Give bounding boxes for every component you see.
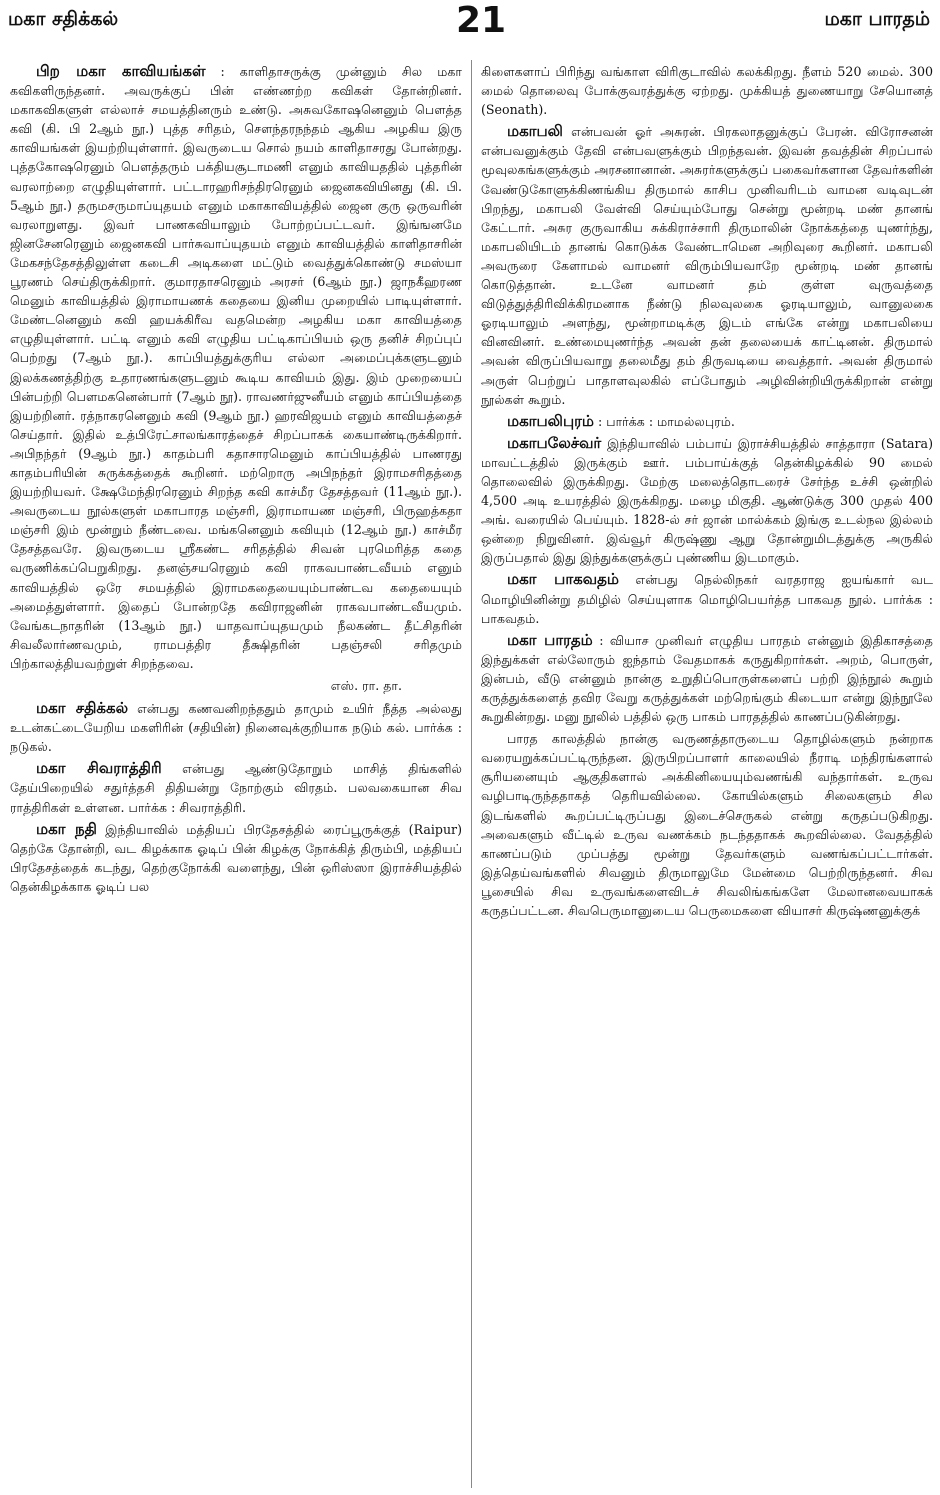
encyclopedia-entry xyxy=(481,570,933,627)
entry-text: : பார்க்க : மாமல்லபுரம். xyxy=(597,413,735,429)
entry-text: என்பது நெல்லிநகர் வரதராஜ ஐயங்கார் வட மொழியினின்று தமிழில் செய்யுளாக மொழிபெயர்த்த பாகவத நூல். பார்க்க : பாகவதம். xyxy=(481,572,933,626)
entry-text: இந்தியாவில் மத்தியப் பிரதேசத்தில் ரைப்பூருக்குத் (Raipur) தெற்கே தோன்றி, வட கிழக்காக ஓடிப் பின் கிழக்கு நோக்கித் திரும்பி, மத்தியப் பிரதேசத்தைக் கடந்து, தெற்குநோக்கி வளைந்து, பின் ஒரிஸ்ஸா இராச்சியத்தில் தென்கிழக்காக ஓடிப் பல xyxy=(10,821,462,894)
running-head-right: மகா பாரதம் xyxy=(824,8,930,30)
encyclopedia-entry xyxy=(481,729,933,920)
entry-headword: மகாபலேச்வர் xyxy=(507,433,602,452)
column-divider xyxy=(471,60,472,1488)
entry-headword: மகா சிவராத்திரி xyxy=(36,759,162,778)
entry-text: : காளிதாசருக்கு முன்னும் சில மகா கவிகளிருந்தனர். அவருக்குப் பின் எண்ணற்ற கவிகள் தோன்றினர். மகாகவிகளுள் எல்லாச் சமயத்தினரும் உண்டு. அசுவகோஷனெனும் பௌத்த கவி (கி. பி 2ஆம் நூ.) புத்த சரிதம், சௌந்தரநந்தம் ஆகிய அழகிய இரு காவியங்கள் இயற்றியுள்ளார். இவருடைய சொல் நயம் காளிதாசரது போன்றது. புத்தகோஷரெனும் பௌத்தரும் பக்தியசூடாமணி எனும் காவியததில் புத்தரின் வரலாற்றை எழுதியுள்ளார். பட்டாரஹரிசந்திரரெனும் ஜைனகவியினது (கி. பி. 5ஆம் நூ.) தருமசருமாப்யுதயம் எனும் மகாகாவியத்தில் ஜைன குரு ஒருவரின் வரலாறுளது. இவர் பாணகவியாலும் போற்றப்பட்டவர். இங்ஙனமே ஜினசேனரெனும் ஜைனகவி பார்சுவாப்யுதயம் எனும் காவியத்தில் காளிதாசரின் மேகசந்தேசத்திலுள்ள கடைசி அடிகளை மட்டும் வைத்துக்கொண்டு சமஸ்யா பூரணம் செய்திருக்கிறார். குமாரதாசரெனும் அரசர் (6ஆம் நூ.) ஜாநகீஹரண மெனும் காவியத்தில் இராமாயணக் கதையை இனிய முறையில் பாடியுள்ளார். மேண்டனெனும் கவி ஹயக்கிரீவ வதமென்ற அழகிய மகா காவியத்தை எழுதியுள்ளார். பட்டி எனும் கவி எழுதிய பட்டிகாப்பியம் ஒரு தனிச் சிறப்புப் பெற்றது (7ஆம் நூ.). காப்பியத்துக்குரிய எல்லா அமைப்புக்களுடனும் இலக்கணத்திற்கு உதாரணங்களுடனும் கூடிய காவியம் இது. இம் முறையைப் பின்பற்றி பௌமகனென்பார் (7ஆம் நூ). ராவணர்ஜுனீயம் எனும் காப்பியத்தை இயற்றினர். ரத்நாகரனெனும் கவி (9ஆம் நூ.) ஹரவிஜயம் எனும் காவியத்தைச் செய்தார். இதில் உத்பிரேட்சாலங்காரத்தைச் சிறப்பாகக் கையாண்டிருக்கிறார். அபிநந்தர் (9ஆம் நூ.) காதம்பரி கதாசாரமெனும் காப்பியத்தில் பாணரது காதம்பரியின் சுருக்கத்தைக் கூறினர். மற்றொரு அபிநந்தர் இராமசரிதத்தை இயற்றியவர். க்ஷேமேந்திரரெனும் சிறந்த கவி காச்மீர தேசத்தவர் (11ஆம் நூ.). அவருடைய நூல்களுள் மகாபாரத மஞ்சரி, இராமாயண மஞ்சரி, பிருஹத்கதா மஞ்சரி இம் மூன்றும் நீண்டவை. மங்கனெனும் கவியும் (12ஆம் நூ.) காச்மீர தேசத்தவரே. இவருடைய ஸ்ரீகண்ட சரிதத்தில் சிவன் புரமெரித்த கதை வருணிக்கப்பெறுகிறது. தனஞ்சயரெனும் கவி ராகவபாண்டவீயம் எனும் காவியத்தில் ஒரே சமயத்தில் இராமகதையையும்பாண்டவ கதையையும் அமைத்துள்ளார். இதைப் போன்றதே கவிராஜனின் ராகவபாண்டவீயமும். வேங்கடநாதரின் (13ஆம் நூ.) யாதவாப்யுதயமும் நீலகண்ட தீட்சிதரின் சிவலீலார்ணவமும், ராமபத்திர தீக்ஷிதரின் பதஞ்சலி சரிதமும் பிற்காலத்தியவற்றுள் சிறந்தவை. xyxy=(10,64,462,671)
entry-text: என்பது கணவனிறந்ததும் தாமும் உயிர் நீத்த அல்லது உடன்கட்டையேறிய மகளிரின் (சதியின்) நினைவுக்குறியாக நடும் கல். பார்க்க : நடுகல். xyxy=(10,701,462,755)
encyclopedia-entry xyxy=(481,412,933,431)
entry-headword: மகாபலி xyxy=(507,122,563,141)
encyclopedia-entry xyxy=(10,820,462,896)
entry-text: கிளைகளாப் பிரிந்து வங்காள விரிகுடாவில் கலக்கிறது. நீளம் 520 மைல். 300 மைல் தொலைவு போக்குவரத்துக்கு ஏற்றது. முக்கியத் துணையாறு சேயொனத் (Seonath). xyxy=(481,64,933,118)
entry-text: பாரத காலத்தில் நான்கு வருணத்தாருடைய தொழில்களும் நன்றாக வரையறுக்கப்பட்டிருந்தன. இருபிறப்பாளர் காலையில் நீராடி மந்திரங்களால் சூரியனையும் ஆகுதிகளால் அக்கினியையும்வணங்கி வந்தார்கள். உருவ வழிபாடிருந்ததாகத் தெரியவில்லை. கோயில்களும் சிலைகளும் சில இடங்களில் கூறப்பட்டிருப்பது இடைச்செருகல் என்று கருதப்படுகிறது. அவைகளும் வீட்டில் உருவ வணக்கம் நடந்ததாகக் கூறவில்லை. வேதத்தில் காணப்படும் முப்பத்து மூன்று தேவர்களும் வணங்கப்பட்டார்கள். இத்தெய்வங்களில் சிவனும் திருமாலுமே மேன்மை பெற்றிருந்தனர். சிவ பூசையில் சிவ உருவங்களைவிடச் சிவலிங்கங்களே மேலானவையாகக் கருதப்பட்டன. சிவபெருமானுடைய பெருமைகளை வியாசர் கிருஷ்ணனுக்குக் xyxy=(481,731,933,919)
entry-headword: மகா நதி xyxy=(36,819,97,838)
entry-text: என்பது ஆண்டுதோறும் மாசித் திங்களில் தேய்பிறையில் சதுர்த்தசி திதியன்று நோற்கும் விரதம். பலவகையான சிவ ராத்திரிகள் உள்ளன. பார்க்க : சிவராத்திரி. xyxy=(10,761,462,815)
entry-headword: மகா பாரதம் xyxy=(507,630,593,649)
entry-text: இந்தியாவில் பம்பாய் இராச்சியத்தில் சாத்தாரா (Satara) மாவட்டத்தில் இருக்கும் ஊர். பம்பாய்க்குத் தென்கிழக்கில் 90 மைல் தொலைவில் இருக்கிறது. மேற்கு மலைத்தொடரைச் சேர்ந்த உச்சி ஒன்றில் 4,500 அடி உயரத்தில் இருக்கிறது. மழை மிகுதி. ஆண்டுக்கு 300 முதல் 400 அங். வரையில் பெய்யும். 1828-ல் சர் ஜான் மால்க்கம் இங்கு உடல்நல இல்லம் ஒன்றை நிறுவினர். இவ்வூர் கிருஷ்ணு ஆறு தோன்றுமிடத்துக்கு அருகில் இருப்பதால் இது இந்துக்களுக்குப் புண்ணிய இடமாகும். xyxy=(481,435,933,566)
running-head-left: மகா சதிக்கல் xyxy=(8,8,119,30)
page-header xyxy=(0,0,940,54)
entry-headword: மகா பாகவதம் xyxy=(507,570,619,589)
encyclopedia-entry xyxy=(10,62,462,673)
page-number: 21 xyxy=(456,0,507,41)
entry-text: என்பவன் ஓர் அசுரன். பிரகலாதனுக்குப் பேரன். விரோசனன் என்பவனுக்கும் தேவி என்பவளுக்கும் பிறந்தவன். இவன் தவத்தின் சிறப்பால் மூவுலகங்களுக்கும் அரசனானான். அசுரர்களுக்குப் பகைவர்களான தேவர்களின் வேண்டுகோளுக்கிணங்கிய திருமால் காசிப முனிவரிடம் வாமன வடிவுடன் பிறந்து, மகாபலி வேள்வி செய்யும்போது சென்று மூன்றடி மண் தானங் கேட்டார். அசுர குருவாகிய சுக்கிராச்சாரி திருமாலின் நோக்கத்தை யுணர்ந்து, மகாபலியிடம் தானங் கொடுக்க வேண்டாமென அறிவுரை கூறினர். மகாபலி அவருரை கேளாமல் வாமனர் விரும்பியவாறே மூன்றடி மண் தானங் கொடுத்தான். உடனே வாமனர் தம் குள்ள வுருவத்தை விடுத்துத்திரிவிக்கிரமனாக நீண்டு நிலவுலகை ஓரடியாலும், வானுலகை ஓரடியாலும் அளந்து, மூன்றாமடிக்கு இடம் எங்கே என்று மகாபலியை வினவினர். உண்மையுணர்ந்த அவன் தன் தலையைக் காட்டினன். திருமால் அவன் விருப்பியவாறு தலைமீது தம் திருவடியை வைத்தார். அவன் திருமால் அருள் பெற்றுப் பாதாளவுலகில் எப்போதும் அழிவின்றியிருக்கிறான் என்று நூல்கள் கூறும். xyxy=(481,124,933,407)
entry-text: எஸ். ரா. தா. xyxy=(330,678,402,693)
entry-headword: மகா சதிக்கல் xyxy=(36,699,129,718)
encyclopedia-entry xyxy=(481,434,933,568)
author-signature xyxy=(10,676,462,695)
encyclopedia-entry xyxy=(481,631,933,726)
entry-text: : வியாச முனிவர் எழுதிய பாரதம் என்னும் இதிகாசத்தை இந்துக்கள் எல்லோரும் ஐந்தாம் வேதமாகக் கருதுகிறார்கள். அறம், பொருள், இன்பம், வீடு என்னும் நான்கு உறுதிப்பொருள்களைப் பற்றி இந்நூல் கூறும் கருத்துக்களைத் தவிர வேறு கருத்துக்கள் மற்றெங்கும் கிடையா என்று இந்நூலே கூறுகின்றது. மனு நூலில் பத்தில் ஒரு பாகம் பாரதத்தில் காணப்படுகின்றது. xyxy=(481,632,933,725)
left-column xyxy=(10,62,462,1487)
encyclopedia-entry xyxy=(10,759,462,816)
entry-headword: பிற மகா காவியங்கள் xyxy=(36,62,206,80)
encyclopedia-entry xyxy=(481,62,933,119)
encyclopedia-entry xyxy=(10,699,462,756)
entry-headword: மகாபலிபுரம் xyxy=(507,411,594,430)
encyclopedia-entry xyxy=(481,122,933,408)
right-column xyxy=(481,62,933,1487)
